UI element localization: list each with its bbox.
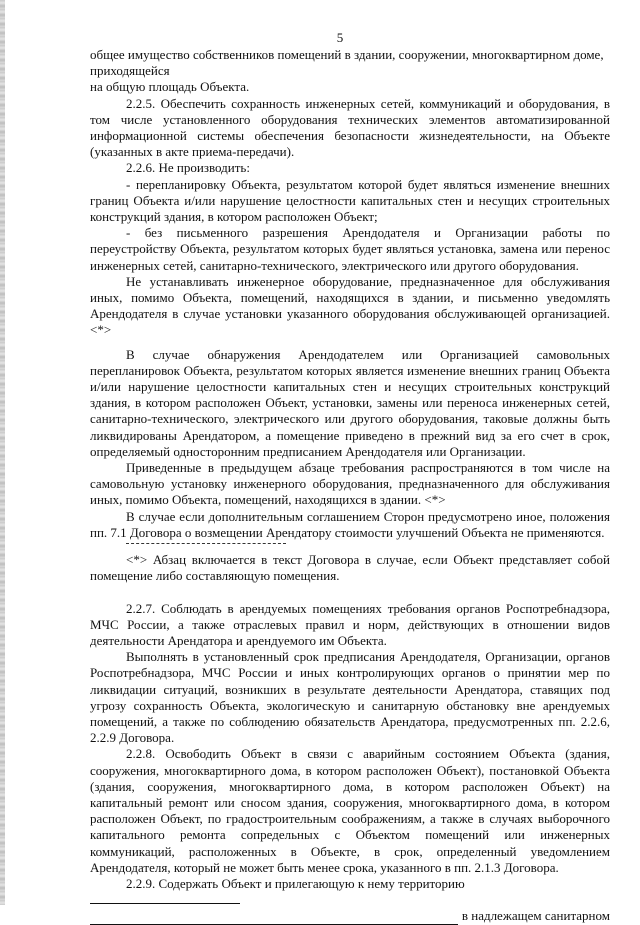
paragraph: 2.2.6. Не производить: [126, 160, 250, 176]
paragraph [90, 876, 610, 908]
paragraph: 2.2.7. Соблюдать в арендуемых помещениях требования органов Роспотребнадзора, МЧС России, а также отраслевых правил и норм, действующих в отношении видов деятельности Арендатора и арендуемого им Объекта. [90, 600, 610, 648]
paragraph: В случае если дополнительным соглашением Сторон предусмотрено иное, положения пп. 7.1 Договора о возмещении Арендатору стоимости улучшений Объекта не применяются. [90, 508, 610, 540]
paragraph-text: в надлежащем санитарном [461, 908, 610, 924]
document-body [90, 47, 610, 925]
paragraph: 2.2.8. Освободить Объект в связи с аварийным состоянием Объекта (здания, сооружения, многоквартирного дома, в котором расположен Объект), постановкой Объекта (здания, сооружения, многоквартирного дома, в котором расположен Объект) на капитальный ремонт или сносом здания, сооружения, многоквартирного дома, в котором расположен Объект, по градостроительным соображениям, а также в случаях выборочного капитального ремонта сопредельных с Объектом помещений или инженерных коммуникаций, расположенных в Объекте, в срок, определенный уведомлением Арендодателя, который не может быть менее срока, указанного в пп. 2.1.3 Договора. [90, 746, 610, 875]
footnote: <*> Абзац включается в текст Договора в случае, если Объект представляет собой помещение либо составляющую помещения. [90, 552, 610, 584]
footnote-separator [126, 543, 286, 544]
paragraph: Выполнять в установленный срок предписания Арендодателя, Организации, органов Роспотребнадзора, МЧС России и иных контролирующих органов о принятии мер по ликвидации ситуаций, возникших в результате деятельности Арендатора, ставящих под угрозу сохранность Объекта, экологическую и санитарную обстановку вне арендуемых помещений, а также по соблюдению обязательств Арендатора, предусмотренных пп. 2.2.6, 2.2.9 Договора. [90, 649, 610, 746]
paragraph: Не устанавливать инженерное оборудование, предназначенное для обслуживания иных, помимо Объекта, помещений, находящихся в здании, и письменно уведомлять Арендодателя в случае установки указанного оборудования обслуживающей организацией. <*> [90, 273, 610, 338]
paragraph: на общую площадь Объекта. [90, 79, 250, 95]
paragraph-continuation [90, 908, 610, 924]
scan-edge [0, 0, 5, 905]
paragraph: 2.2.5. Обеспечить сохранность инженерных сетей, коммуникаций и оборудования, в том числе установленного оборудования технических элементов автоматизированной информационной системы обеспечения безопасности жизнедеятельности, на Объекте (указанных в акте приема-передачи). [90, 95, 610, 160]
blank-line [90, 913, 458, 925]
paragraph: - без письменного разрешения Арендодателя и Организации работы по переустройству Объекта, результатом которых будет являться установка, замена или перенос инженерных сетей, санитарно-технического, электрического или другого оборудования. [90, 225, 610, 273]
paragraph: - перепланировку Объекта, результатом которой будет являться изменение внешних границ Объекта и/или нарушение целостности капитальных стен и несущих строительных конструкций здания, в котором расположен Объект; [90, 176, 610, 225]
paragraph-text: 2.2.9. Содержать Объект и прилегающую к нему территорию [126, 875, 465, 891]
page-number: 5 [336, 30, 344, 45]
blank-line [90, 892, 240, 904]
paragraph: общее имущество собственников помещений в здании, сооружении, многоквартирном доме, приходящейся [90, 47, 604, 79]
paragraph: В случае обнаружения Арендодателем или Организацией самовольных перепланировок Объекта, результатом которых является изменение внешних границ Объекта и/или нарушение целостности капитальных стен и несущих строительных конструкций здания, в котором расположен Объект, установки, замены или переноса инженерных сетей, санитарно-технического, электрического или другого оборудования, таковые должны быть ликвидированы Арендатором, а помещение приведено в прежний вид за его счет в срок, определяемый односторонним предписанием Арендодателя или Организации. [90, 346, 610, 459]
paragraph: Приведенные в предыдущем абзаце требования распространяются в том числе на самовольную установку инженерного оборудования, предназначенного для обслуживания иных, помимо Объекта, помещений, находящихся в здании. <*> [90, 460, 610, 508]
